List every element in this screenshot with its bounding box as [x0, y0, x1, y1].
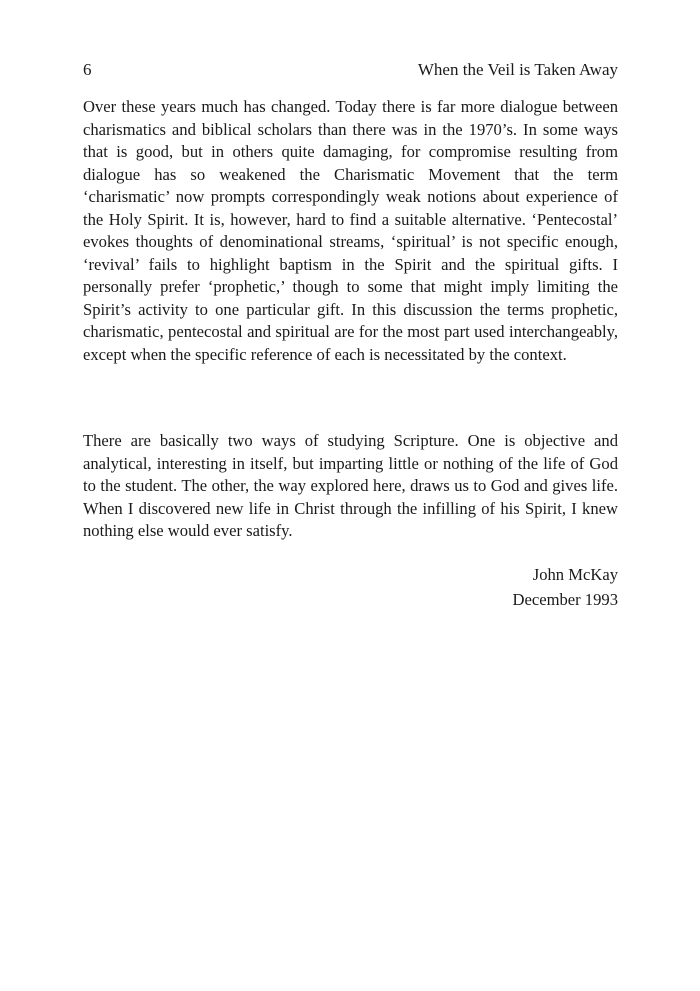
signature-date: December 1993 [512, 590, 618, 609]
page-number: 6 [83, 60, 92, 79]
page-header [83, 60, 618, 82]
paragraph-text: Over these years much has changed. Today there is far more dialogue between charismatics and biblical scholars than there was in the 1970’s. In some ways that is good, but in others quite damaging, for compromise resulting from dialogue has so weakened the Charismatic Movement that the term ‘charismatic’ now prompts correspondingly weak notions about experience of the Holy Spirit. It is, however, hard to find a suitable alternative. ‘Pentecostal’ evokes thoughts of denominational streams, ‘spiritual’ is not specific enough, ‘revival’ fails to highlight baptism in the Spirit and the spiritual gifts. I personally prefer ‘prophetic,’ though to some that might imply limiting the Spirit’s activity to one particular gift. In this discussion the terms prophetic, charismatic, pentecostal and spiritual are for the most part used interchangeably, except when the specific reference of each is necessitated by the context. [83, 97, 618, 365]
paragraph-text: There are basically two ways of studying Scripture. One is objective and analytical, interesting in itself, but imparting little or nothing of the life of God to the student. The other, the way explored here, draws us to God and gives life. When I discovered new life in Christ through the infilling of his Spirit, I knew nothing else would ever satisfy. [83, 431, 618, 541]
body-paragraph-1 [83, 96, 618, 367]
running-title: When the Veil is Taken Away [417, 60, 618, 79]
signature-block [512, 562, 618, 612]
signature-author: John McKay [532, 565, 618, 584]
body-paragraph-2 [83, 430, 618, 543]
